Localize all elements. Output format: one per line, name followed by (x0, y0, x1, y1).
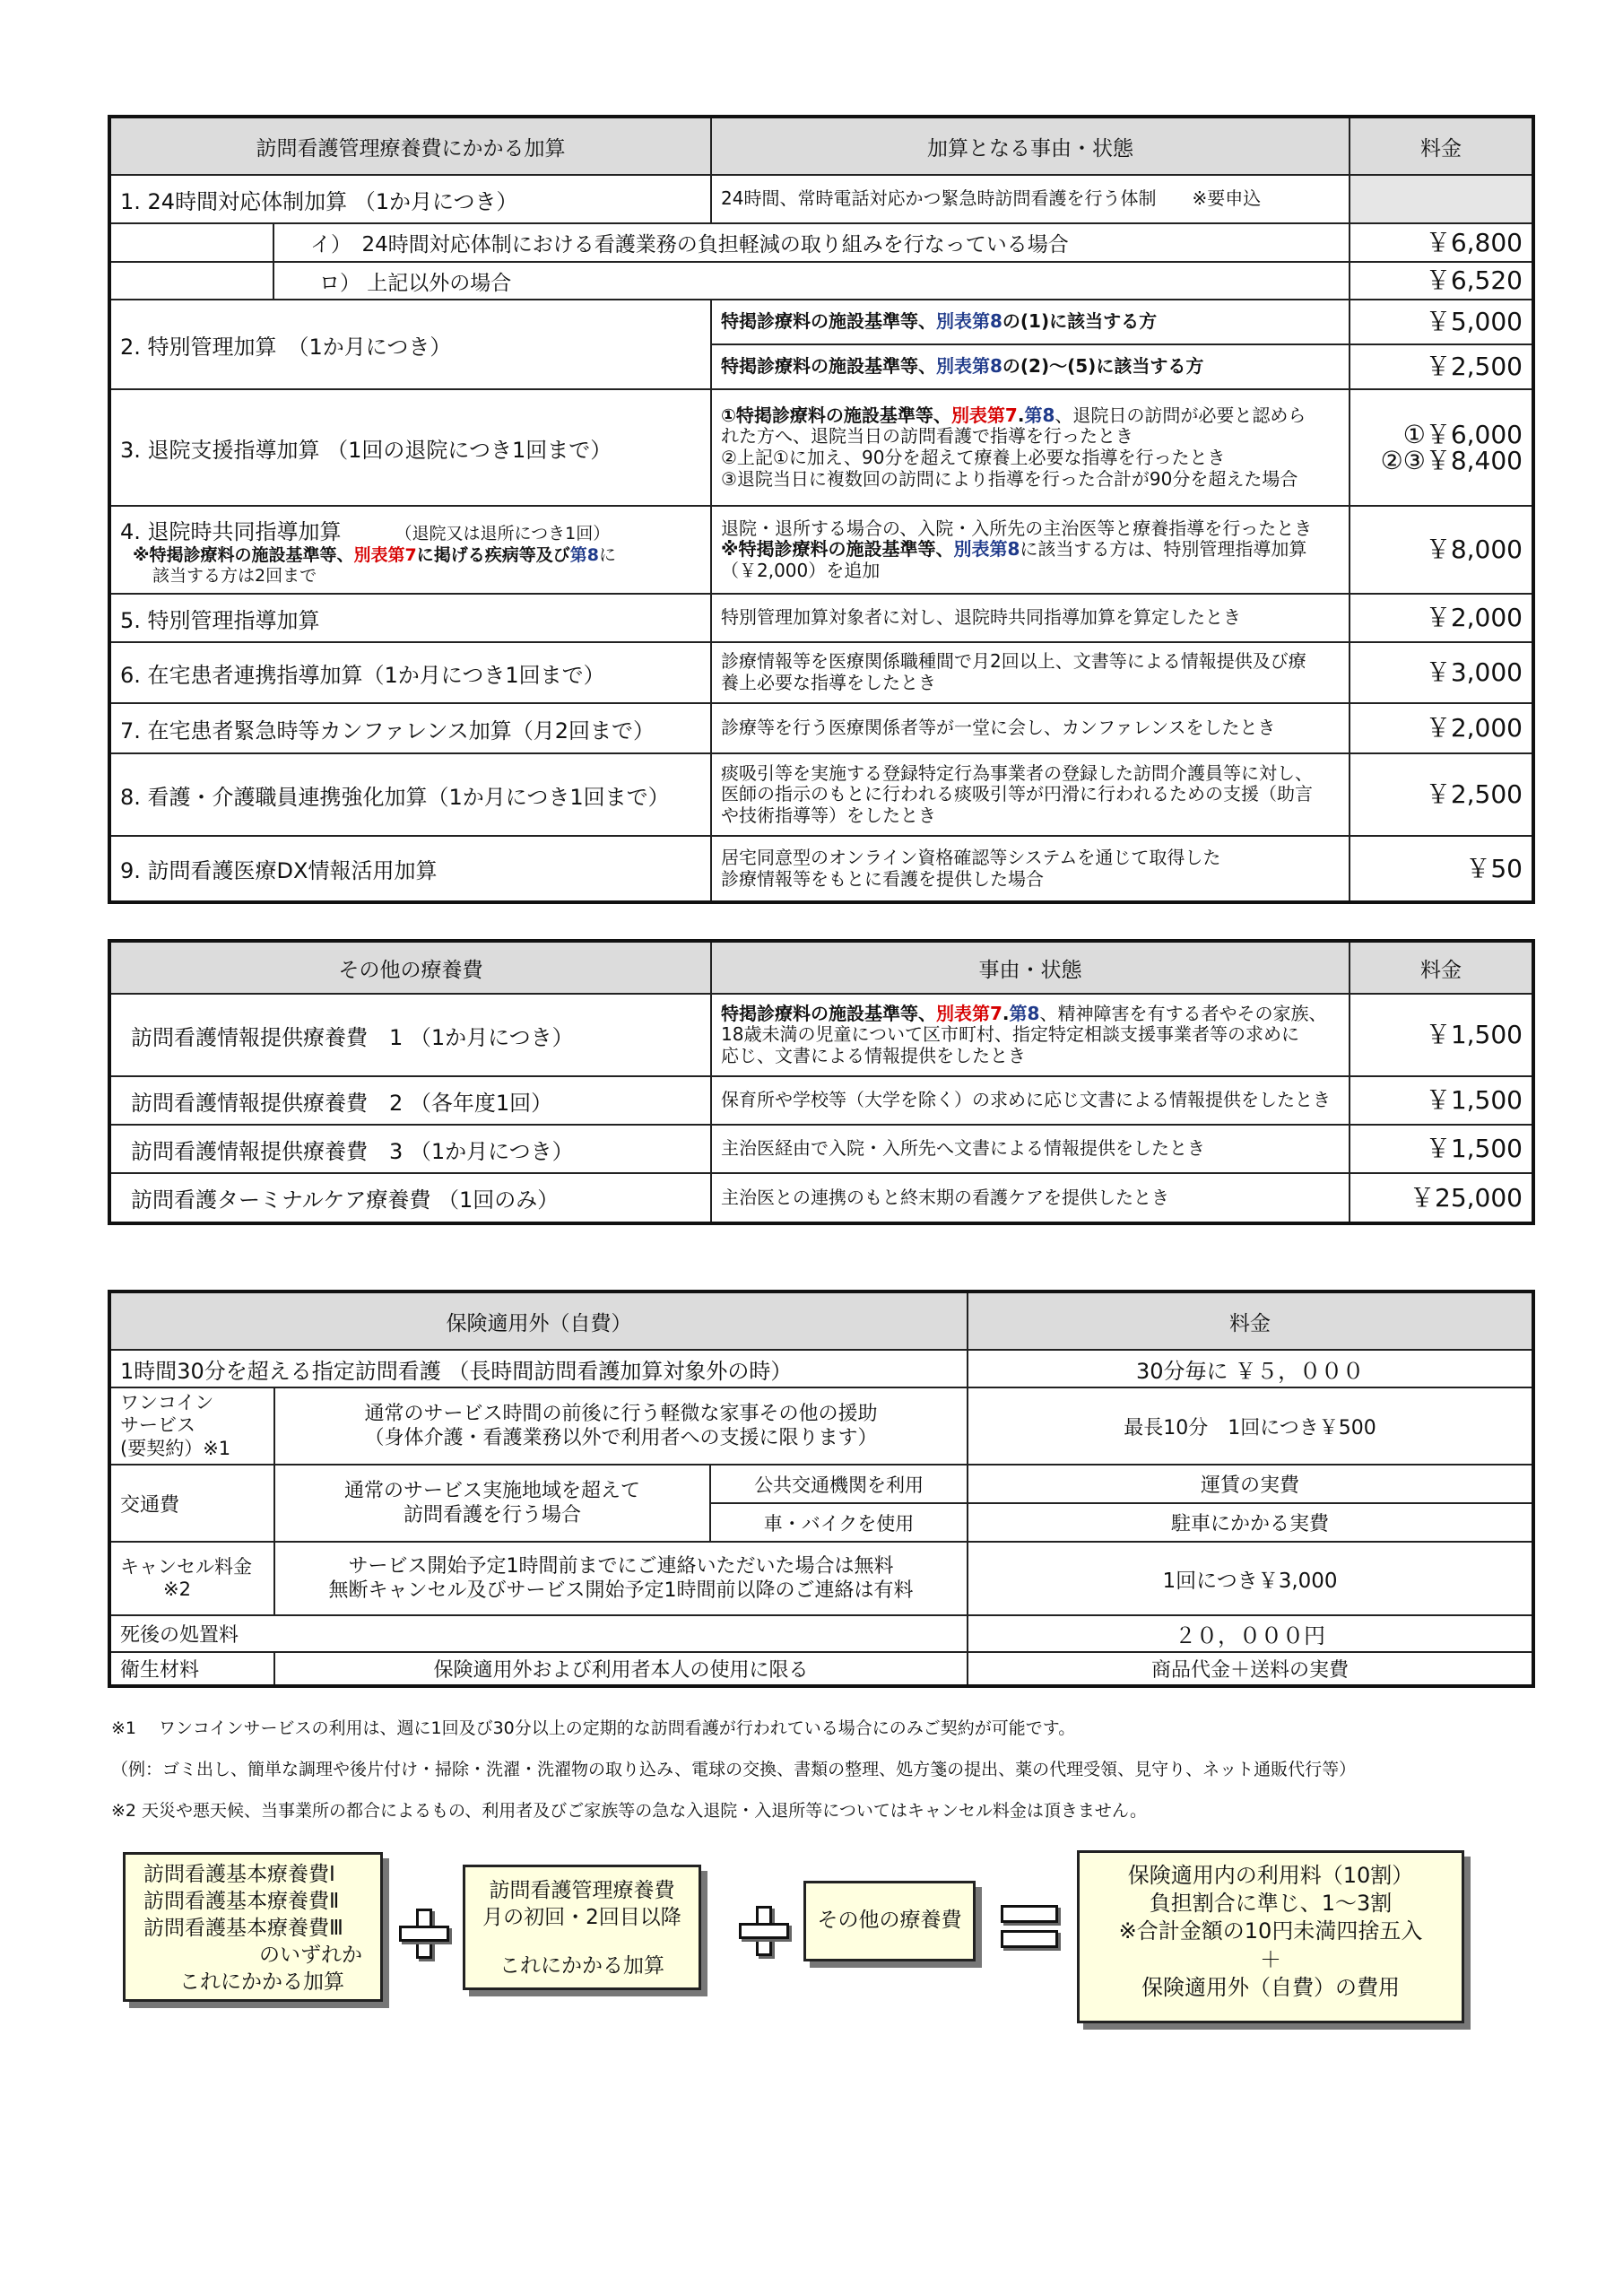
row-description: 通常のサービス実施地域を超えて 訪問看護を行う場合 (274, 1465, 710, 1542)
row-label: 衛生材料 (109, 1652, 274, 1686)
other-fee-table (108, 939, 1535, 1225)
table-row (109, 836, 1533, 902)
table-header-row (109, 117, 1533, 175)
fee-value: ￥5,000 (1350, 300, 1533, 344)
column-header: 訪問看護管理療養費にかかる加算 (109, 117, 711, 175)
row-name: 3. 退院支援指導加算 （1回の退院につき1回まで） (109, 389, 711, 506)
row-label: キャンセル料金 ※2 (109, 1542, 274, 1615)
fee-value: ￥50 (1350, 836, 1533, 902)
column-header: 事由・状態 (711, 941, 1350, 994)
table-row (109, 1652, 1533, 1686)
footnote-2: ※2 天災や悪天候、当事業所の都合によるもの、利用者及びご家族等の急な入退院・入退所等についてはキャンセル料金は頂きません。 (111, 1801, 1148, 1821)
plus-icon (739, 1906, 789, 1956)
fee-value: 商品代金＋送料の実費 (968, 1652, 1533, 1686)
total-cost-box: 保険適用内の利用料（10割） 負担割合に準じ、1～3割 ※合計金額の10円未満四捨五入 ＋ 保険適用外（自費）の費用 (1077, 1850, 1464, 2023)
table-row (109, 703, 1533, 753)
table-row (109, 1173, 1533, 1223)
row-name: 8. 看護・介護職員連携強化加算（1か月につき1回まで） (109, 753, 711, 836)
fee-value: ￥2,500 (1350, 344, 1533, 389)
fee-value: ￥8,000 (1350, 506, 1533, 594)
table-row (109, 389, 1533, 506)
row-reason: 特掲診療料の施設基準等、別表第7.第8、精神障害を有する者やその家族、 18歳未満の児童について区市町村、指定特定相談支援事業者等の求めに 応じ、文書による情報提供をしたとき (711, 994, 1350, 1076)
row-label: 死後の処置料 (109, 1615, 968, 1652)
transport-option: 車・バイクを使用 (710, 1503, 968, 1542)
row-description: 保険適用外および利用者本人の使用に限る (274, 1652, 968, 1686)
footnote-1: ※1 ワンコインサービスの利用は、週に1回及び30分以上の定期的な訪問看護が行われている場合にのみご契約が可能です。 (111, 1718, 1076, 1738)
table-row (109, 1076, 1533, 1125)
table-header-row (109, 941, 1533, 994)
table-row (109, 1465, 1533, 1503)
fee-value: ￥2,500 (1350, 753, 1533, 836)
row-reason: 居宅同意型のオンライン資格確認等システムを通じて取得した 診療情報等をもとに看護を提供した場合 (711, 836, 1350, 902)
table-row (109, 175, 1533, 223)
row-name: 訪問看護ターミナルケア療養費 （1回のみ） (109, 1173, 711, 1223)
sub-item-name: ロ） 上記以外の場合 (319, 271, 512, 295)
empty-fee-cell (1350, 175, 1533, 223)
column-header: 料金 (968, 1292, 1533, 1350)
fee-value: ￥3,000 (1350, 642, 1533, 703)
row-description: 通常のサービス時間の前後に行う軽微な家事その他の援助 （身体介護・看護業務以外で利用者への支援に限ります） (274, 1387, 968, 1465)
fee-value: ￥2,000 (1350, 703, 1533, 753)
equals-icon (1001, 1905, 1058, 1953)
fee-value: ￥6,800 (1350, 223, 1533, 262)
footnote-1-examples: （例：ゴミ出し、簡単な調理や後片付け・掃除・洗濯・洗濯物の取り込み、電球の交換、書類の整理、処方箋の提出、薬の代理受領、見守り、ネット通販代行等） (111, 1760, 1357, 1779)
table-row (109, 594, 1533, 642)
row-name: 4. 退院時共同指導加算 （退院又は退所につき1回） ※特掲診療料の施設基準等、別表第7に掲げる疾病等及び第8に 該当する方は2回まで (109, 506, 711, 594)
row-name: 訪問看護情報提供療養費 1 （1か月につき） (109, 994, 711, 1076)
row-reason: 特別管理加算対象者に対し、退院時共同指導加算を算定したとき (711, 594, 1350, 642)
column-header: 料金 (1350, 941, 1533, 994)
row-reason: 診療情報等を医療関係職種間で月2回以上、文書等による情報提供及び療 養上必要な指導をしたとき (711, 642, 1350, 703)
table-row (109, 506, 1533, 594)
table-row (109, 1387, 1533, 1465)
row-reason: 24時間、常時電話対応かつ緊急時訪問看護を行う体制 ※要申込 (711, 175, 1350, 223)
fee-value: 1回につき￥3,000 (968, 1542, 1533, 1615)
column-header: その他の療養費 (109, 941, 711, 994)
table-row (109, 1350, 1533, 1387)
row-name: 9. 訪問看護医療DX情報活用加算 (109, 836, 711, 902)
table-row (109, 642, 1533, 703)
fee-value: ２０，０００円 (968, 1615, 1533, 1652)
management-fee-box: 訪問看護管理療養費 月の初回・2回目以降 これにかかる加算 (463, 1865, 701, 1990)
row-reason: 主治医経由で入院・入所先へ文書による情報提供をしたとき (711, 1125, 1350, 1173)
column-header: 加算となる事由・状態 (711, 117, 1350, 175)
row-reason: 主治医との連携のもと終末期の看護ケアを提供したとき (711, 1173, 1350, 1223)
fee-value: ￥1,500 (1350, 1076, 1533, 1125)
table-row (109, 262, 1533, 300)
row-label: 交通費 (109, 1465, 274, 1542)
fee-value: 駐車にかかる実費 (968, 1503, 1533, 1542)
row-reason: 診療等を行う医療関係者等が一堂に会し、カンファレンスをしたとき (711, 703, 1350, 753)
sub-item-name: イ） 24時間対応体制における看護業務の負担軽減の取り組みを行なっている場合 (310, 233, 1069, 257)
row-reason: 特掲診療料の施設基準等、別表第8の(2)～(5)に該当する方 (711, 344, 1350, 389)
table-row (109, 300, 1533, 344)
fee-value: 最長10分 1回につき￥500 (968, 1387, 1533, 1465)
plus-icon (399, 1909, 449, 1959)
row-name: 1時間30分を超える指定訪問看護 （長時間訪問看護加算対象外の時） (109, 1350, 968, 1387)
other-fee-box: その他の療養費 (803, 1881, 976, 1961)
column-header: 保険適用外（自費） (109, 1292, 968, 1350)
table-row (109, 994, 1533, 1076)
fee-value: ￥25,000 (1350, 1173, 1533, 1223)
self-pay-table (108, 1290, 1535, 1688)
column-header: 料金 (1350, 117, 1533, 175)
row-name: 2. 特別管理加算 （1か月につき） (109, 300, 711, 389)
table-header-row (109, 1292, 1533, 1350)
row-reason: 退院・退所する場合の、入院・入所先の主治医等と療養指導を行ったとき ※特掲診療料の施設基準等、別表第8に該当する方は、特別管理指導加算 （￥2,000）を追加 (711, 506, 1350, 594)
table-row (109, 223, 1533, 262)
addition-fee-table (108, 115, 1535, 904)
fee-value: ①￥6,000 ②③￥8,400 (1350, 389, 1533, 506)
row-name: 5. 特別管理指導加算 (109, 594, 711, 642)
row-reason: 保育所や学校等（大学を除く）の求めに応じ文書による情報提供をしたとき (711, 1076, 1350, 1125)
row-label: ワンコイン サービス (要契約）※1 (109, 1387, 274, 1465)
row-name: 訪問看護情報提供療養費 2 （各年度1回） (109, 1076, 711, 1125)
row-name: 7. 在宅患者緊急時等カンファレンス加算（月2回まで） (109, 703, 711, 753)
table-row (109, 753, 1533, 836)
row-name: 6. 在宅患者連携指導加算（1か月につき1回まで） (109, 642, 711, 703)
table-row (109, 1615, 1533, 1652)
row-description: サービス開始予定1時間前までにご連絡いただいた場合は無料 無断キャンセル及びサービス開始予定1時間前以降のご連絡は有料 (274, 1542, 968, 1615)
row-name: 1. 24時間対応体制加算 （1か月につき） (109, 175, 711, 223)
table-row (109, 1542, 1533, 1615)
fee-value: 運賃の実費 (968, 1465, 1533, 1503)
fee-value: ￥1,500 (1350, 1125, 1533, 1173)
basic-care-fee-box: 訪問看護基本療養費Ⅰ 訪問看護基本療養費Ⅱ 訪問看護基本療養費Ⅲ のいずれか これにかかる加算 (123, 1852, 383, 2002)
fee-value: ￥6,520 (1350, 262, 1533, 300)
fee-value: 30分毎に ￥５，０００ (968, 1350, 1533, 1387)
row-reason: ①特掲診療料の施設基準等、別表第7.第8、退院日の訪問が必要と認めら れた方へ、退院当日の訪問看護で指導を行ったとき ②上記①に加え、90分を超えて療養上必要な指導を行ったとき ③退院当日に複数回の訪問により指導を行った合計が90分を超えた場合 (711, 389, 1350, 506)
fee-value: ￥2,000 (1350, 594, 1533, 642)
transport-option: 公共交通機関を利用 (710, 1465, 968, 1503)
table-row (109, 1125, 1533, 1173)
row-reason: 特掲診療料の施設基準等、別表第8の(1)に該当する方 (711, 300, 1350, 344)
row-name: 訪問看護情報提供療養費 3 （1か月につき） (109, 1125, 711, 1173)
fee-value: ￥1,500 (1350, 994, 1533, 1076)
row-reason: 痰吸引等を実施する登録特定行為事業者の登録した訪問介護員等に対し、 医師の指示のもとに行われる痰吸引等が円滑に行われるための支援（助言 や技術指導等）をしたとき (711, 753, 1350, 836)
